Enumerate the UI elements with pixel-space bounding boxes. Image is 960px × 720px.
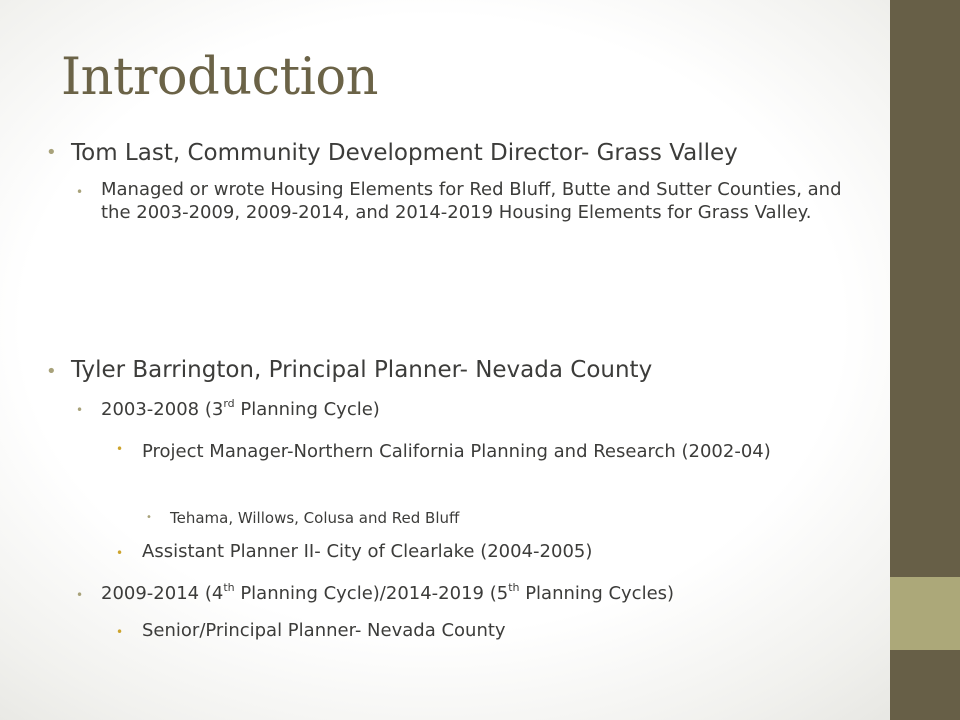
bullet-icon: • bbox=[76, 185, 84, 199]
senior-role: Senior/Principal Planner- Nevada County bbox=[142, 620, 506, 641]
assistant-role: Assistant Planner II- City of Clearlake (2004-2005) bbox=[142, 541, 593, 562]
decorative-sidebar bbox=[890, 0, 960, 720]
cycle45-line bbox=[101, 583, 861, 606]
cycle45-part2: Planning Cycle)/2014-2019 (5 bbox=[234, 583, 509, 604]
cycle3-prefix: 2003-2008 (3 bbox=[101, 399, 224, 420]
cycle45-part1: 2009-2014 (4 bbox=[101, 583, 224, 604]
bullet-icon: • bbox=[46, 361, 57, 382]
tom-heading: Tom Last, Community Development Director- Grass Valley bbox=[71, 140, 738, 166]
pm-role: Project Manager-Northern California Planning and Research (2002-04) bbox=[142, 441, 771, 462]
bullet-icon: • bbox=[116, 625, 124, 639]
bullet-icon: • bbox=[76, 588, 84, 602]
bullet-icon: • bbox=[76, 403, 84, 417]
pm-clients: Tehama, Willows, Colusa and Red Bluff bbox=[170, 509, 460, 527]
sidebar-segment-accent bbox=[890, 577, 960, 650]
cycle3-line bbox=[101, 399, 846, 422]
cycle45-sup2: th bbox=[508, 581, 520, 594]
sidebar-segment-top bbox=[890, 0, 960, 577]
bullet-icon: • bbox=[116, 442, 124, 456]
cycle3-suffix: Planning Cycle) bbox=[234, 399, 380, 420]
bullet-icon: • bbox=[146, 512, 152, 523]
sidebar-segment-bottom bbox=[890, 650, 960, 720]
bullet-icon: • bbox=[46, 142, 57, 163]
cycle3-sup: rd bbox=[223, 397, 235, 410]
tyler-heading: Tyler Barrington, Principal Planner- Nevada County bbox=[71, 357, 653, 383]
cycle45-part3: Planning Cycles) bbox=[519, 583, 675, 604]
bullet-icon: • bbox=[116, 546, 124, 560]
cycle45-sup1: th bbox=[223, 581, 235, 594]
tom-detail: Managed or wrote Housing Elements for Red Bluff, Butte and Sutter Counties, and the 2003-2009, 2009-2014, and 2014-2019 Housing Elements for Grass Valley. bbox=[101, 179, 842, 223]
slide-title: Introduction bbox=[61, 48, 378, 107]
